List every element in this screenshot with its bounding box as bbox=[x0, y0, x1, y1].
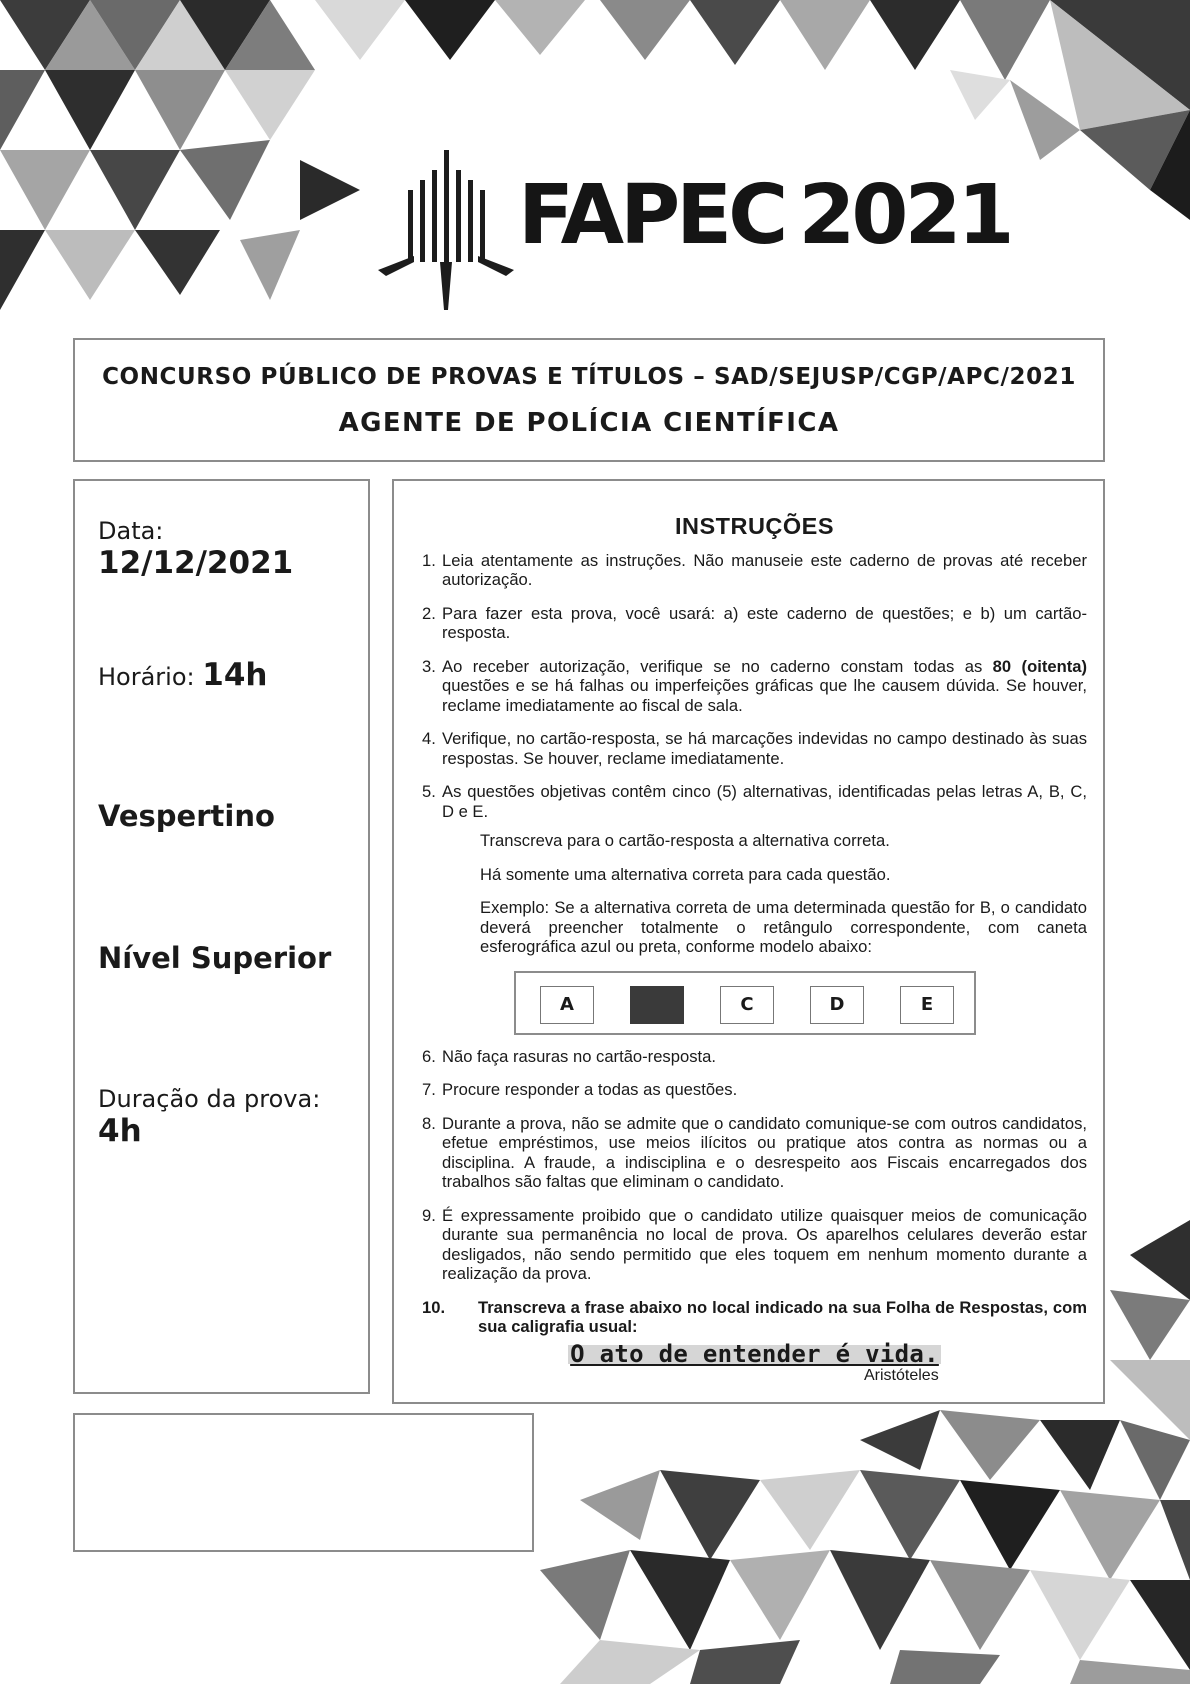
duration-label: Duração da prova: bbox=[98, 1085, 321, 1113]
logo-year: 2021 bbox=[798, 168, 1011, 263]
position-title: AGENTE DE POLÍCIA CIENTÍFICA bbox=[338, 408, 840, 438]
date-label: Data: bbox=[98, 517, 164, 545]
instruction-number: 7. bbox=[422, 1080, 436, 1099]
instructions-box bbox=[392, 479, 1105, 1404]
instruction-7 bbox=[422, 1080, 1087, 1100]
instruction-text: As questões objetivas contêm cinco (5) alternativas, identificadas pelas letras A, B, C, D e E. bbox=[442, 782, 1087, 821]
instruction-text bbox=[442, 657, 1087, 716]
logo-name: FAPEC bbox=[518, 168, 785, 263]
duration-value: 4h bbox=[98, 1113, 142, 1149]
date-row bbox=[98, 517, 368, 581]
option-e: E bbox=[900, 986, 954, 1024]
instruction-number: 10. bbox=[422, 1297, 446, 1317]
instruction-3-pre: Ao receber autorização, verifique se no caderno constam todas as bbox=[442, 656, 983, 676]
instruction-text: Leia atentamente as instruções. Não manuseie este caderno de provas até receber autorização. bbox=[442, 550, 1087, 589]
option-a: A bbox=[540, 986, 594, 1024]
instruction-number: 2. bbox=[422, 603, 436, 623]
quote-author: Aristóteles bbox=[864, 1367, 939, 1384]
instructions bbox=[422, 481, 1087, 1384]
shift: Vespertino bbox=[98, 799, 275, 833]
instruction-number: 5. bbox=[422, 782, 436, 801]
option-c: C bbox=[720, 986, 774, 1024]
instruction-number: 4. bbox=[422, 729, 436, 748]
instruction-number: 9. bbox=[422, 1205, 436, 1225]
time-row bbox=[98, 657, 267, 693]
time-label: Horário: bbox=[98, 663, 195, 691]
instruction-number: 1. bbox=[422, 550, 436, 570]
fapec-logo bbox=[378, 150, 1018, 310]
option-d: D bbox=[810, 986, 864, 1024]
instruction-text: Para fazer esta prova, você usará: a) este caderno de questões; e b) um cartão-resposta. bbox=[442, 603, 1087, 642]
instruction-number: 6. bbox=[422, 1046, 436, 1066]
header-box bbox=[73, 338, 1105, 462]
option-b-filled bbox=[630, 986, 684, 1024]
instruction-8 bbox=[422, 1114, 1087, 1192]
instruction-text: Procure responder a todas as questões. bbox=[442, 1080, 738, 1099]
instruction-1 bbox=[422, 551, 1087, 590]
answer-model bbox=[514, 971, 976, 1035]
blank-box bbox=[73, 1413, 534, 1552]
date-value: 12/12/2021 bbox=[98, 545, 294, 581]
instruction-5-sub-2: Há somente uma alternativa correta para cada questão. bbox=[480, 864, 891, 884]
instruction-5 bbox=[422, 782, 1087, 821]
instruction-2 bbox=[422, 604, 1087, 643]
instruction-3 bbox=[422, 657, 1087, 716]
phrase-row bbox=[422, 1339, 1087, 1368]
instruction-5-sub-3: Exemplo: Se a alternativa correta de uma determinada questão for B, o candidato deverá preencher totalmente o retângulo correspondente, com caneta esferográfica azul ou preta, conforme modelo abaixo: bbox=[480, 898, 1087, 956]
question-count: 80 (oitenta) bbox=[992, 656, 1087, 676]
logo-text bbox=[518, 168, 1011, 263]
instruction-5-sub-1: Transcreva para o cartão-resposta a alternativa correta. bbox=[480, 831, 890, 850]
instruction-9 bbox=[422, 1206, 1087, 1284]
instruction-3-post: questões e se há falhas ou imperfeições gráficas que lhe causem dúvida. Se houver, reclame imediatamente ao fiscal de sala. bbox=[442, 676, 1087, 715]
logo-emblem-icon bbox=[378, 150, 518, 310]
instruction-number: 8. bbox=[422, 1113, 436, 1133]
duration-row bbox=[98, 1085, 368, 1149]
instruction-text: É expressamente proibido que o candidato utilize quaisquer meios de comunicação durante sua permanência no local de prova. Os aparelhos celulares deverão estar desligados, não sendo permitido que eles toquem em nenhum momento durante a realização da prova. bbox=[442, 1205, 1087, 1283]
exam-title: CONCURSO PÚBLICO DE PROVAS E TÍTULOS – SAD/SEJUSP/CGP/APC/2021 bbox=[102, 364, 1076, 390]
exam-info-box bbox=[73, 479, 370, 1394]
instruction-6 bbox=[422, 1047, 1087, 1067]
instruction-text: Transcreva a frase abaixo no local indicado na sua Folha de Respostas, com sua caligrafia usual: bbox=[478, 1297, 1087, 1336]
instruction-4 bbox=[422, 729, 1087, 768]
quote-phrase: O ato de entender é vida. bbox=[570, 1339, 939, 1368]
instructions-title: INSTRUÇÕES bbox=[674, 513, 835, 539]
instruction-number: 3. bbox=[422, 656, 436, 676]
instruction-text: Não faça rasuras no cartão-resposta. bbox=[442, 1046, 716, 1066]
instruction-text: Durante a prova, não se admite que o candidato comunique-se com outros candidatos, efetue empréstimos, use meios ilícitos ou pratique atos contra as normas ou a disciplina. A fraude, a indisciplina e o desrespeito aos Fiscais encarregados dos trabalhos são faltas que eliminam o candidato. bbox=[442, 1113, 1087, 1191]
time-value: 14h bbox=[202, 657, 268, 693]
instruction-text: Verifique, no cartão-resposta, se há marcações indevidas no campo destinado às suas respostas. Se houver, reclame imediatamente. bbox=[442, 729, 1087, 768]
level: Nível Superior bbox=[98, 941, 332, 975]
instruction-10 bbox=[422, 1298, 1087, 1337]
